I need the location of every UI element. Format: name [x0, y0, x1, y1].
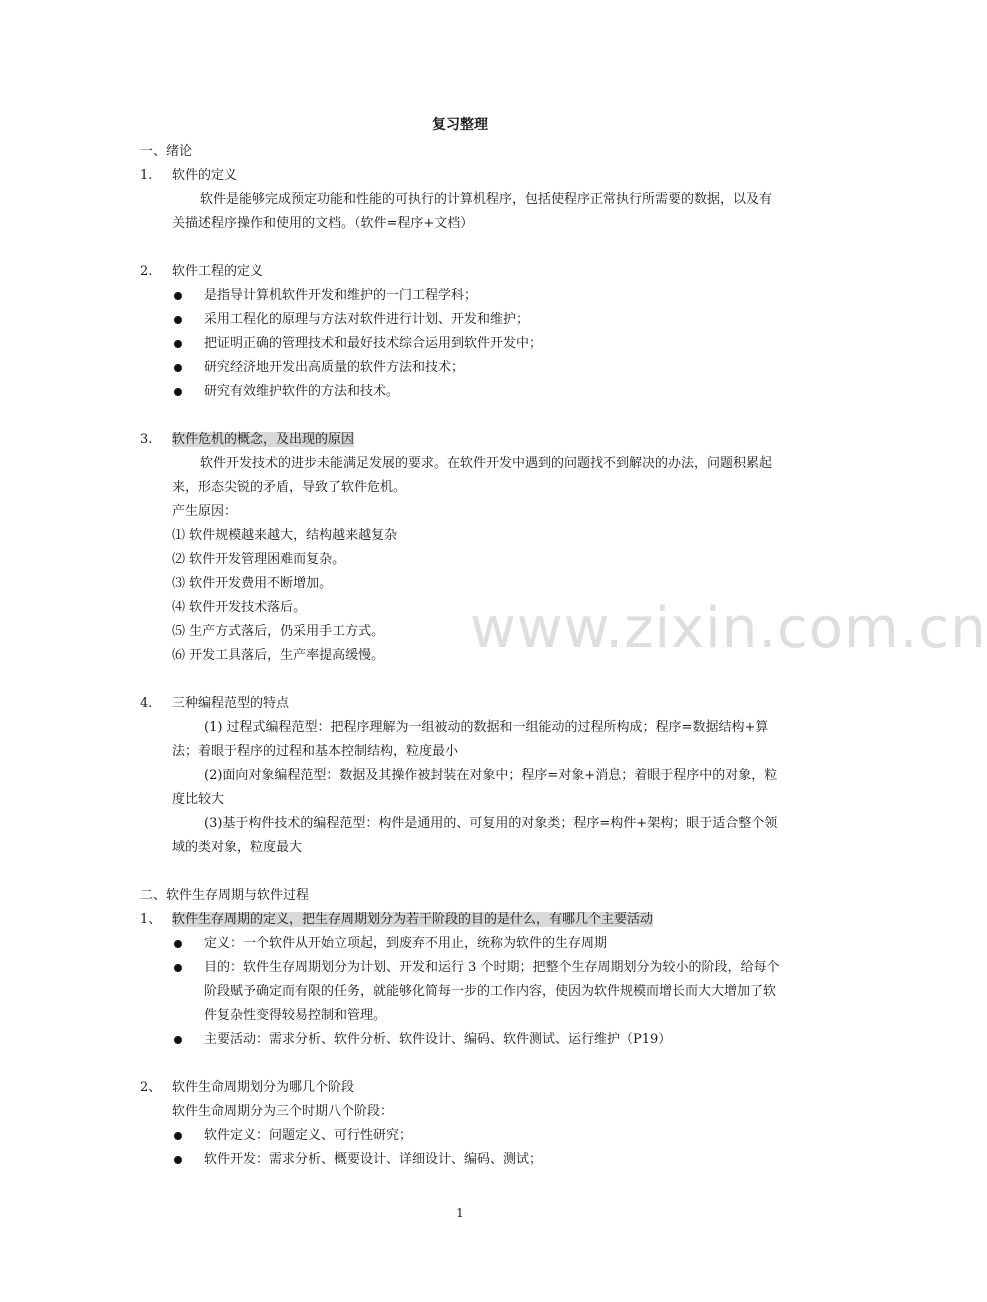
bullet-text: 研究有效维护软件的方法和技术。	[204, 384, 400, 399]
item-heading	[140, 1076, 780, 1100]
bullet-icon	[174, 940, 182, 948]
bullet-item	[140, 380, 780, 404]
bullet-icon	[174, 964, 182, 972]
item-number: 1、	[140, 912, 162, 927]
watermark: www.zixin.com.cn	[470, 596, 987, 661]
paragraph	[140, 188, 780, 236]
bullet-item	[140, 1148, 780, 1172]
item-title: 软件危机的概念，及出现的原因	[172, 432, 355, 447]
paragraph-text: 软件生命周期分为三个时期八个阶段：	[172, 1104, 394, 1119]
bullet-icon	[174, 1156, 182, 1164]
item-title: 三种编程范型的特点	[172, 696, 290, 711]
bullet-text: 采用工程化的原理与方法对软件进行计划、开发和维护；	[204, 312, 530, 327]
bullet-text: 把证明正确的管理技术和最好技术综合运用到软件开发中；	[204, 336, 543, 351]
bullet-icon	[174, 292, 182, 300]
list-item: ⑸ 生产方式落后，仍采用手工方式。	[172, 624, 385, 639]
bullet-item	[140, 956, 780, 1028]
section-heading: 一、绪论	[140, 144, 193, 159]
document-body	[140, 140, 780, 1172]
paragraph-text: 软件是能够完成预定功能和性能的可执行的计算机程序，包括使程序正常执行所需要的数据，以及有关描述程序操作和使用的文档。（软件=程序+文档）	[172, 192, 773, 231]
list-item: ⑹ 开发工具落后，生产率提高缓慢。	[172, 648, 385, 663]
page-number: 1	[456, 1206, 464, 1220]
document-title: 复习整理	[432, 117, 488, 133]
item-heading	[140, 164, 780, 188]
bullet-item	[140, 332, 780, 356]
list-item: ⑵ 软件开发管理困难而复杂。	[172, 552, 346, 567]
bullet-item	[140, 356, 780, 380]
bullet-icon	[174, 364, 182, 372]
bullet-item	[140, 284, 780, 308]
causes-label: 产生原因：	[172, 504, 238, 519]
paragraph-text: 软件开发技术的进步未能满足发展的要求。在软件开发中遇到的问题找不到解决的办法，问题积累起来，形态尖锐的矛盾，导致了软件危机。	[172, 456, 773, 495]
bullet-icon	[174, 1036, 182, 1044]
item-heading	[140, 428, 780, 452]
list-item: ⑷ 软件开发技术落后。	[172, 600, 307, 615]
bullet-item	[140, 932, 780, 956]
item-title: 软件工程的定义	[172, 264, 264, 279]
bullet-item	[140, 1124, 780, 1148]
paragraph: (2)面向对象编程范型：数据及其操作被封装在对象中；程序=对象+消息；着眼于程序中的对象，粒度比较大	[172, 768, 778, 807]
bullet-icon	[174, 316, 182, 324]
item-number: 2.	[140, 264, 153, 279]
item-heading	[140, 260, 780, 284]
item-number: 4.	[140, 696, 153, 711]
item-number: 2、	[140, 1080, 162, 1095]
paragraph: (3)基于构件技术的编程范型：构件是通用的、可复用的对象类；程序=构件+架构；眼于适合整个领域的类对象，粒度最大	[172, 816, 778, 855]
item-title: 软件的定义	[172, 168, 238, 183]
section-heading: 二、软件生存周期与软件过程	[140, 888, 310, 903]
bullet-icon	[174, 388, 182, 396]
bullet-text: 定义：一个软件从开始立项起，到废弃不用止，统称为软件的生存周期	[204, 936, 608, 951]
bullet-text: 研究经济地开发出高质量的软件方法和技术；	[204, 360, 465, 375]
item-title: 软件生存周期的定义，把生存周期划分为若干阶段的目的是什么，有哪几个主要活动	[172, 912, 654, 927]
paragraph	[140, 452, 780, 500]
list-item: ⑴ 软件规模越来越大，结构越来越复杂	[172, 528, 398, 543]
bullet-text: 目的：软件生存周期划分为计划、开发和运行 3 个时期；把整个生存周期划分为较小的阶段，给每个阶段赋予确定而有限的任务，就能够化简每一步的工作内容，使因为软件规模而增长而大大增加了软件复杂性变得较易控制和管理。	[204, 960, 780, 1023]
bullet-text: 是指导计算机软件开发和维护的一门工程学科；	[204, 288, 478, 303]
item-heading	[140, 908, 780, 932]
bullet-text: 软件开发：需求分析、概要设计、详细设计、编码、测试；	[204, 1152, 543, 1167]
item-heading	[140, 692, 780, 716]
paragraph: (1) 过程式编程范型：把程序理解为一组被动的数据和一组能动的过程所构成；程序=数据结构+算法；着眼于程序的过程和基本控制结构，粒度最小	[172, 720, 769, 759]
list-item: ⑶ 软件开发费用不断增加。	[172, 576, 333, 591]
item-title: 软件生命周期划分为哪几个阶段	[172, 1080, 355, 1095]
item-number: 1.	[140, 168, 153, 183]
bullet-item	[140, 1028, 780, 1052]
bullet-icon	[174, 1132, 182, 1140]
item-number: 3.	[140, 432, 153, 447]
bullet-text: 主要活动：需求分析、软件分析、软件设计、编码、软件测试、运行维护（P19）	[204, 1032, 672, 1047]
bullet-item	[140, 308, 780, 332]
bullet-text: 软件定义：问题定义、可行性研究；	[204, 1128, 413, 1143]
bullet-icon	[174, 340, 182, 348]
